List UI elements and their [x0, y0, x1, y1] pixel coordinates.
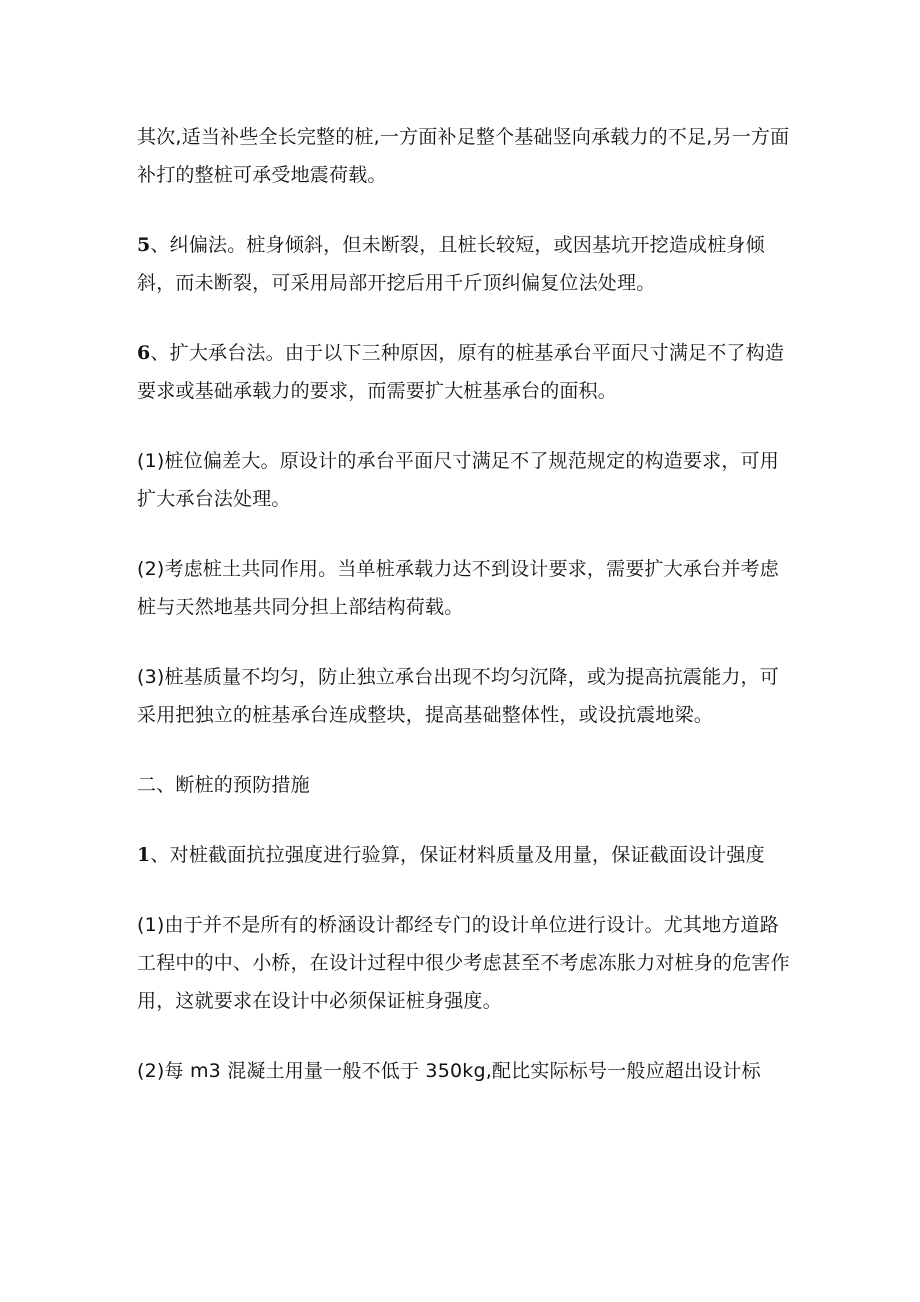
paragraph-1-text: 其次,适当补些全长完整的桩,一方面补足整个基础竖向承载力的不足,另一方面补打的整桩可承受地震荷载。	[137, 126, 790, 186]
paragraph-4-text: (1)桩位偏差大。原设计的承台平面尺寸满足不了规范规定的构造要求，可用扩大承台法处理。	[137, 450, 779, 510]
paragraph-10	[137, 1052, 792, 1090]
paragraph-8-text: 、对桩截面抗拉强度进行验算，保证材料质量及用量，保证截面设计强度	[150, 844, 765, 866]
paragraph-6	[137, 658, 792, 734]
paragraph-6-text: (3)桩基质量不均匀，防止独立承台出现不均匀沉降，或为提高抗震能力，可采用把独立的桩基承台连成整块，提高基础整体性，或设抗震地梁。	[137, 666, 779, 726]
section-heading-text: 二、断桩的预防措施	[137, 774, 310, 796]
paragraph-3-text: 、扩大承台法。由于以下三种原因，原有的桩基承台平面尺寸满足不了构造要求或基础承载力的要求，而需要扩大桩基承台的面积。	[137, 342, 785, 402]
paragraph-5-text: (2)考虑桩土共同作用。当单桩承载力达不到设计要求，需要扩大承台并考虑桩与天然地基共同分担上部结构荷载。	[137, 558, 779, 618]
section-heading	[137, 766, 792, 804]
paragraph-9-text: (1)由于并不是所有的桥涵设计都经专门的设计单位进行设计。尤其地方道路工程中的中、小桥，在设计过程中很少考虑甚至不考虑冻胀力对桩身的危害作用，这就要求在设计中必须保证桩身强度。	[137, 914, 790, 1012]
document-body	[137, 118, 792, 1122]
paragraph-2-text: 、纠偏法。桩身倾斜，但未断裂，且桩长较短，或因基坑开挖造成桩身倾斜，而未断裂，可采用局部开挖后用千斤顶纠偏复位法处理。	[137, 234, 765, 294]
paragraph-10-text: (2)每 m3 混凝土用量一般不低于 350kg,配比实际标号一般应超出设计标	[137, 1060, 761, 1082]
paragraph-8-number: 1	[137, 844, 151, 866]
paragraph-9	[137, 906, 792, 1020]
paragraph-2	[137, 226, 792, 302]
paragraph-4	[137, 442, 792, 518]
paragraph-1	[137, 118, 792, 194]
paragraph-3-number: 6	[137, 342, 151, 364]
paragraph-3	[137, 334, 792, 410]
paragraph-2-number: 5	[137, 234, 151, 256]
paragraph-5	[137, 550, 792, 626]
paragraph-8	[137, 836, 792, 874]
